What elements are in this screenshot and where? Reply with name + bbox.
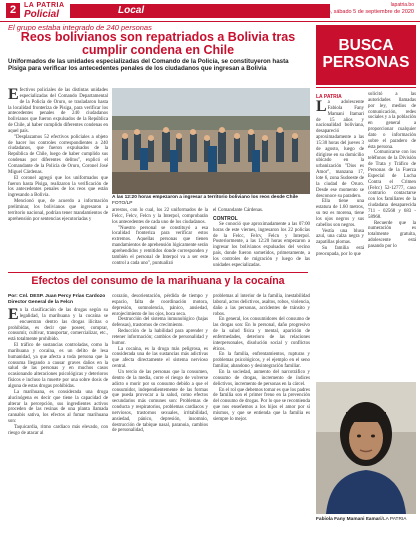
busca-personas-banner: BUSCA PERSONAS	[316, 25, 416, 85]
photo-caption	[112, 195, 310, 207]
missing-person-image	[316, 382, 416, 514]
paragraph: solicitó a las autoridades llamadas por ley, medios de comunicación, redes sociales y a la población en general a proporcionar cualquier dato o información sobre el paradero de ésta persona.	[368, 92, 416, 150]
paragraph: La cocaína, es la droga más peligrosa, es considerada una de las sustancias más adictivas que afecta directamente el sistema nervioso central.	[112, 346, 208, 370]
brand-top: LA PATRIA	[24, 2, 65, 9]
paragraph: Su familia está preocupada, por lo que	[316, 246, 364, 257]
story1-deck: Uniformados de las unidades especializadas del Comando de la Policía, se constituyeron hasta Pisiga para verificar los antecedentes penales de los ciudadanos que ingresan a Bolivia	[8, 58, 289, 73]
paragraph: Mencionó que, de acuerdo a información preliminar, los bolivianos que ingresaron a territorio nacional, podrían tener mandamientos de aprehensión por sentencias ejecutoriadas y	[8, 199, 108, 222]
story1-column-3	[213, 208, 310, 269]
paragraph: Recuerde que la numeración es totalmente gratuita, adolescente está pasando por lo	[368, 220, 416, 249]
paragraph: arrestos, con lo cual, los 22 uniformados de la Felcc, Felcv, Felcn y la Interpol, comprobarán los antecedentes de cada uno de los ciudadanos.	[112, 208, 208, 225]
paragraph: En el rol que debemos tomar es que los padres de familia son el primer freno en la prevención del consumo de drogas. Por lo que se recomienda que nos enseñemos a los hijos el amor por sí mismos, y que se entienda que la familia es siempre lo mejor.	[213, 387, 310, 422]
busca-column-2	[368, 92, 416, 250]
paragraph: En general, los consumidores del consumo de las drogas son: En lo personal, daño progresivo de la salud física y mental, aparición de enfermedades, deterioro de las relaciones interpersonales, disolución social y conflictos éticos.	[213, 317, 310, 352]
photo-credit: FOTO/LP	[112, 200, 133, 206]
paragraph	[316, 100, 364, 199]
header-rule	[0, 21, 420, 22]
paragraph: En la sociedad, aumento del narcotráfico y consumo de drogas, incremento de índices delictivos, incremento de personas en la cárcel.	[213, 369, 310, 387]
missing-person-photo	[316, 382, 416, 514]
section-bar	[70, 4, 330, 18]
paragraph	[8, 88, 108, 135]
story2-column-1	[8, 308, 108, 437]
paragraph: problemas al interior de la familia, inestabilidad laboral, actos delictivos, asaltos, robos, violencia, daño a las personas, accidentes de tránsito y robos.	[213, 294, 310, 317]
paragraph-text: fectivos policiales de las distintas unidades especializadas del Comando Departamental de la Policía de Oruro, se trasladaron hasta la localidad fronteriza de Pisiga, para verificar los antecedentes penales de 240 ciudadanos bolivianos que fueron expulsados de la República de Chile, al haber cumplido diferentes condenas en aquel país.	[8, 88, 108, 134]
page-number: 2	[6, 3, 20, 18]
story1-headline: Reos bolivianos son repatriados a Bolivia tras cumplir condena en Chile	[20, 30, 296, 57]
paragraph: corazón, desorientación, pérdida de tiempo y espacio, falta de coordinación motora, depresión, somnolencia, pánico, ansiedad, enrojecimiento de los ojos, boca seca.	[112, 294, 208, 317]
story-divider	[8, 272, 308, 273]
border-crowd-image	[112, 88, 310, 194]
paragraph: "Nuestro personal se constituyó a esa localidad fronteriza para verificar estos extremos. Aquellas personas que tienen mandamientos de aprehensión lógicamente serán aprehendidos y remitidos donde corresponden y también el personal de Interpol va a ser este control a cada uno", puntualizó	[112, 225, 208, 266]
busca-source: LA PATRIA	[316, 94, 342, 100]
dropcap: L	[316, 98, 327, 115]
dropcap: E	[8, 86, 19, 103]
paragraph: Taquicardia, ritmo cardiaco más elevado, con riesgo de atacar al	[8, 424, 108, 436]
paragraph-text: n la clasificación de las drogas según su legalidad, la marihuana y la cocaína se encuentran dentro las drogas ilícitas o prohibidas, es decir que poseer, comprar, consumir, cultivar, transportar, comercializar, etc., está totalmente prohibido.	[8, 308, 108, 343]
story1-kicker: El grupo estaba integrado de 240 personas	[8, 23, 152, 32]
paragraph: La marihuana, es considerada una droga alucinógena es decir que tiene la capacidad de alterar la percepción, sus ingredientes activos proceden de las resinas de una planta llamada cannabis sativa, los efectos al fumar marihuana son:	[8, 389, 108, 425]
story2-column-2	[112, 294, 208, 434]
paragraph: Reducción de la habilidad para aprender y retener información; cambios de personalidad y humor.	[112, 329, 208, 346]
paragraph: "Desplazamos 52 efectivos policiales a objeto de hacer los controles correspondientes a 240 ciudadanos, que fueron expulsados de la República de Chile, luego de haber cumplido sus condenas por diferentes delitos", explicó el Comandante de la Policía de Oruro, Coronel José Miguel Cárdenas.	[8, 134, 108, 175]
brand-section: Policial	[24, 9, 60, 20]
paragraph: Comunicarse con los teléfonos de la División de Trata y Tráfico de Personas de la Fuerza Especial de Lucha Contra el Crimen (Felcc) 52-12777, caso contrario contactarse con los familiares de la ciudadana desaparecida 711 - 02568 y 683 - 58968.	[368, 150, 416, 220]
section-title: Local	[118, 5, 145, 16]
border-crowd-photo	[112, 88, 310, 194]
story1-column-1	[8, 88, 108, 222]
paragraph: Un tercio de las personas que la consumen, dentro de la media, corre el riesgo de volverse adicto o morir por su consumo debido a que el consumidor, independientemente de las formas que pueda provocar a la salud, como efectos secundarios más comunes son: Problemas de conducta y respiratorios, problemas cardiacos y nerviosos, trastornos sexuales, irritabilidad, ansiedad, pánico, depresión, insomnio, destrucción de tabique nasal, paranoia, cambios de personalidad,	[112, 369, 208, 434]
dropcap: E	[8, 306, 19, 323]
story1-column-2	[112, 208, 208, 266]
paragraph: Ella tiene una estatura de 1.60 metros, su tez es morena, tiene los ojos negros y sus cabellos son negros.	[316, 199, 364, 228]
story2-column-3	[213, 294, 310, 423]
paragraph	[8, 308, 108, 343]
story2-byline: Por: Cnl. DESP. Juan Percy Frías Cardozo Director General de la Felcn	[8, 294, 106, 305]
page-header	[0, 0, 420, 22]
paragraph: El tráfico de sustancias controladas, como la marihuana y cocaína, es un delito de lesa humanidad, ya que afecta a toda persona que la consuma llegando a causar graves daños en la salud de las personas y en muchos casos ocasionando alteraciones psicológicas y deterioros físicos e incluso la muerte por una sobre dosis de alguna de estas drogas prohibidas.	[8, 343, 108, 389]
paragraph: En la familia, enfrentamientos, rupturas y problemas psicológicos, y el ejemplo en el seno familiar, abandono y desintegración familiar.	[213, 352, 310, 370]
paragraph: Vestía una blusa azul, una calza negra y zapatillas plomas.	[316, 228, 364, 246]
paragraph: Destrucción del sistema inmunológico (bajas defensas), trastornos de crecimiento.	[112, 317, 208, 329]
dateline: Oruro, sábado 5 de septiembre de 2020	[316, 9, 414, 15]
paragraph: El coronel agregó que los uniformados que fueron hasta Pisiga, realizaron la verificación de los antecedentes penales de los reos que están ingresando a Bolivia.	[8, 175, 108, 199]
website[interactable]: lapatria.bo	[390, 2, 414, 8]
paragraph: el Comandante Cárdenas.	[213, 208, 264, 213]
busca-rule	[316, 87, 416, 88]
story2-headline: Efectos del consumo de la marihuana y la cocaína	[31, 275, 285, 287]
paragraph: Se conoció que aproximadamente a las 07:00 horas de este viernes, ingresaron los 22 policías de la Felcc, Felcv, Felcn y Interpol. Posteriormente, a las 12:20 horas empezaron a ingresar los bolivianos expulsados del vecino país, donde fueron sometidos, primeramente, a los controles de migración y luego de las unidades especializadas.	[213, 221, 310, 268]
portrait-credit: /LA PATRIA	[381, 517, 407, 522]
caption-text: A las 12:20 horas empezaron a ingresar a territorio boliviano los reos desde Chile	[112, 195, 298, 200]
busca-column-1	[316, 92, 364, 258]
portrait-caption	[316, 517, 416, 522]
paragraph-text: a adolescente Fabiola Fany Mamani Itamari de 15 años y nacionalidad boliviana, desapareció aproximadamente a las 15:30 horas del jueves 3 de agosto, luego de dirigirse en su domicilio ubicado en la urbanización "Dios es Amor", manzana 17, lote 6, zona Sudoeste de la ciudad de Oruro. Desde ese momento se desconoce su paradero.	[316, 100, 364, 199]
control-subhead: CONTROL	[213, 215, 238, 222]
portrait-name: Fabiola Fany Mamani Itamari	[316, 517, 382, 522]
